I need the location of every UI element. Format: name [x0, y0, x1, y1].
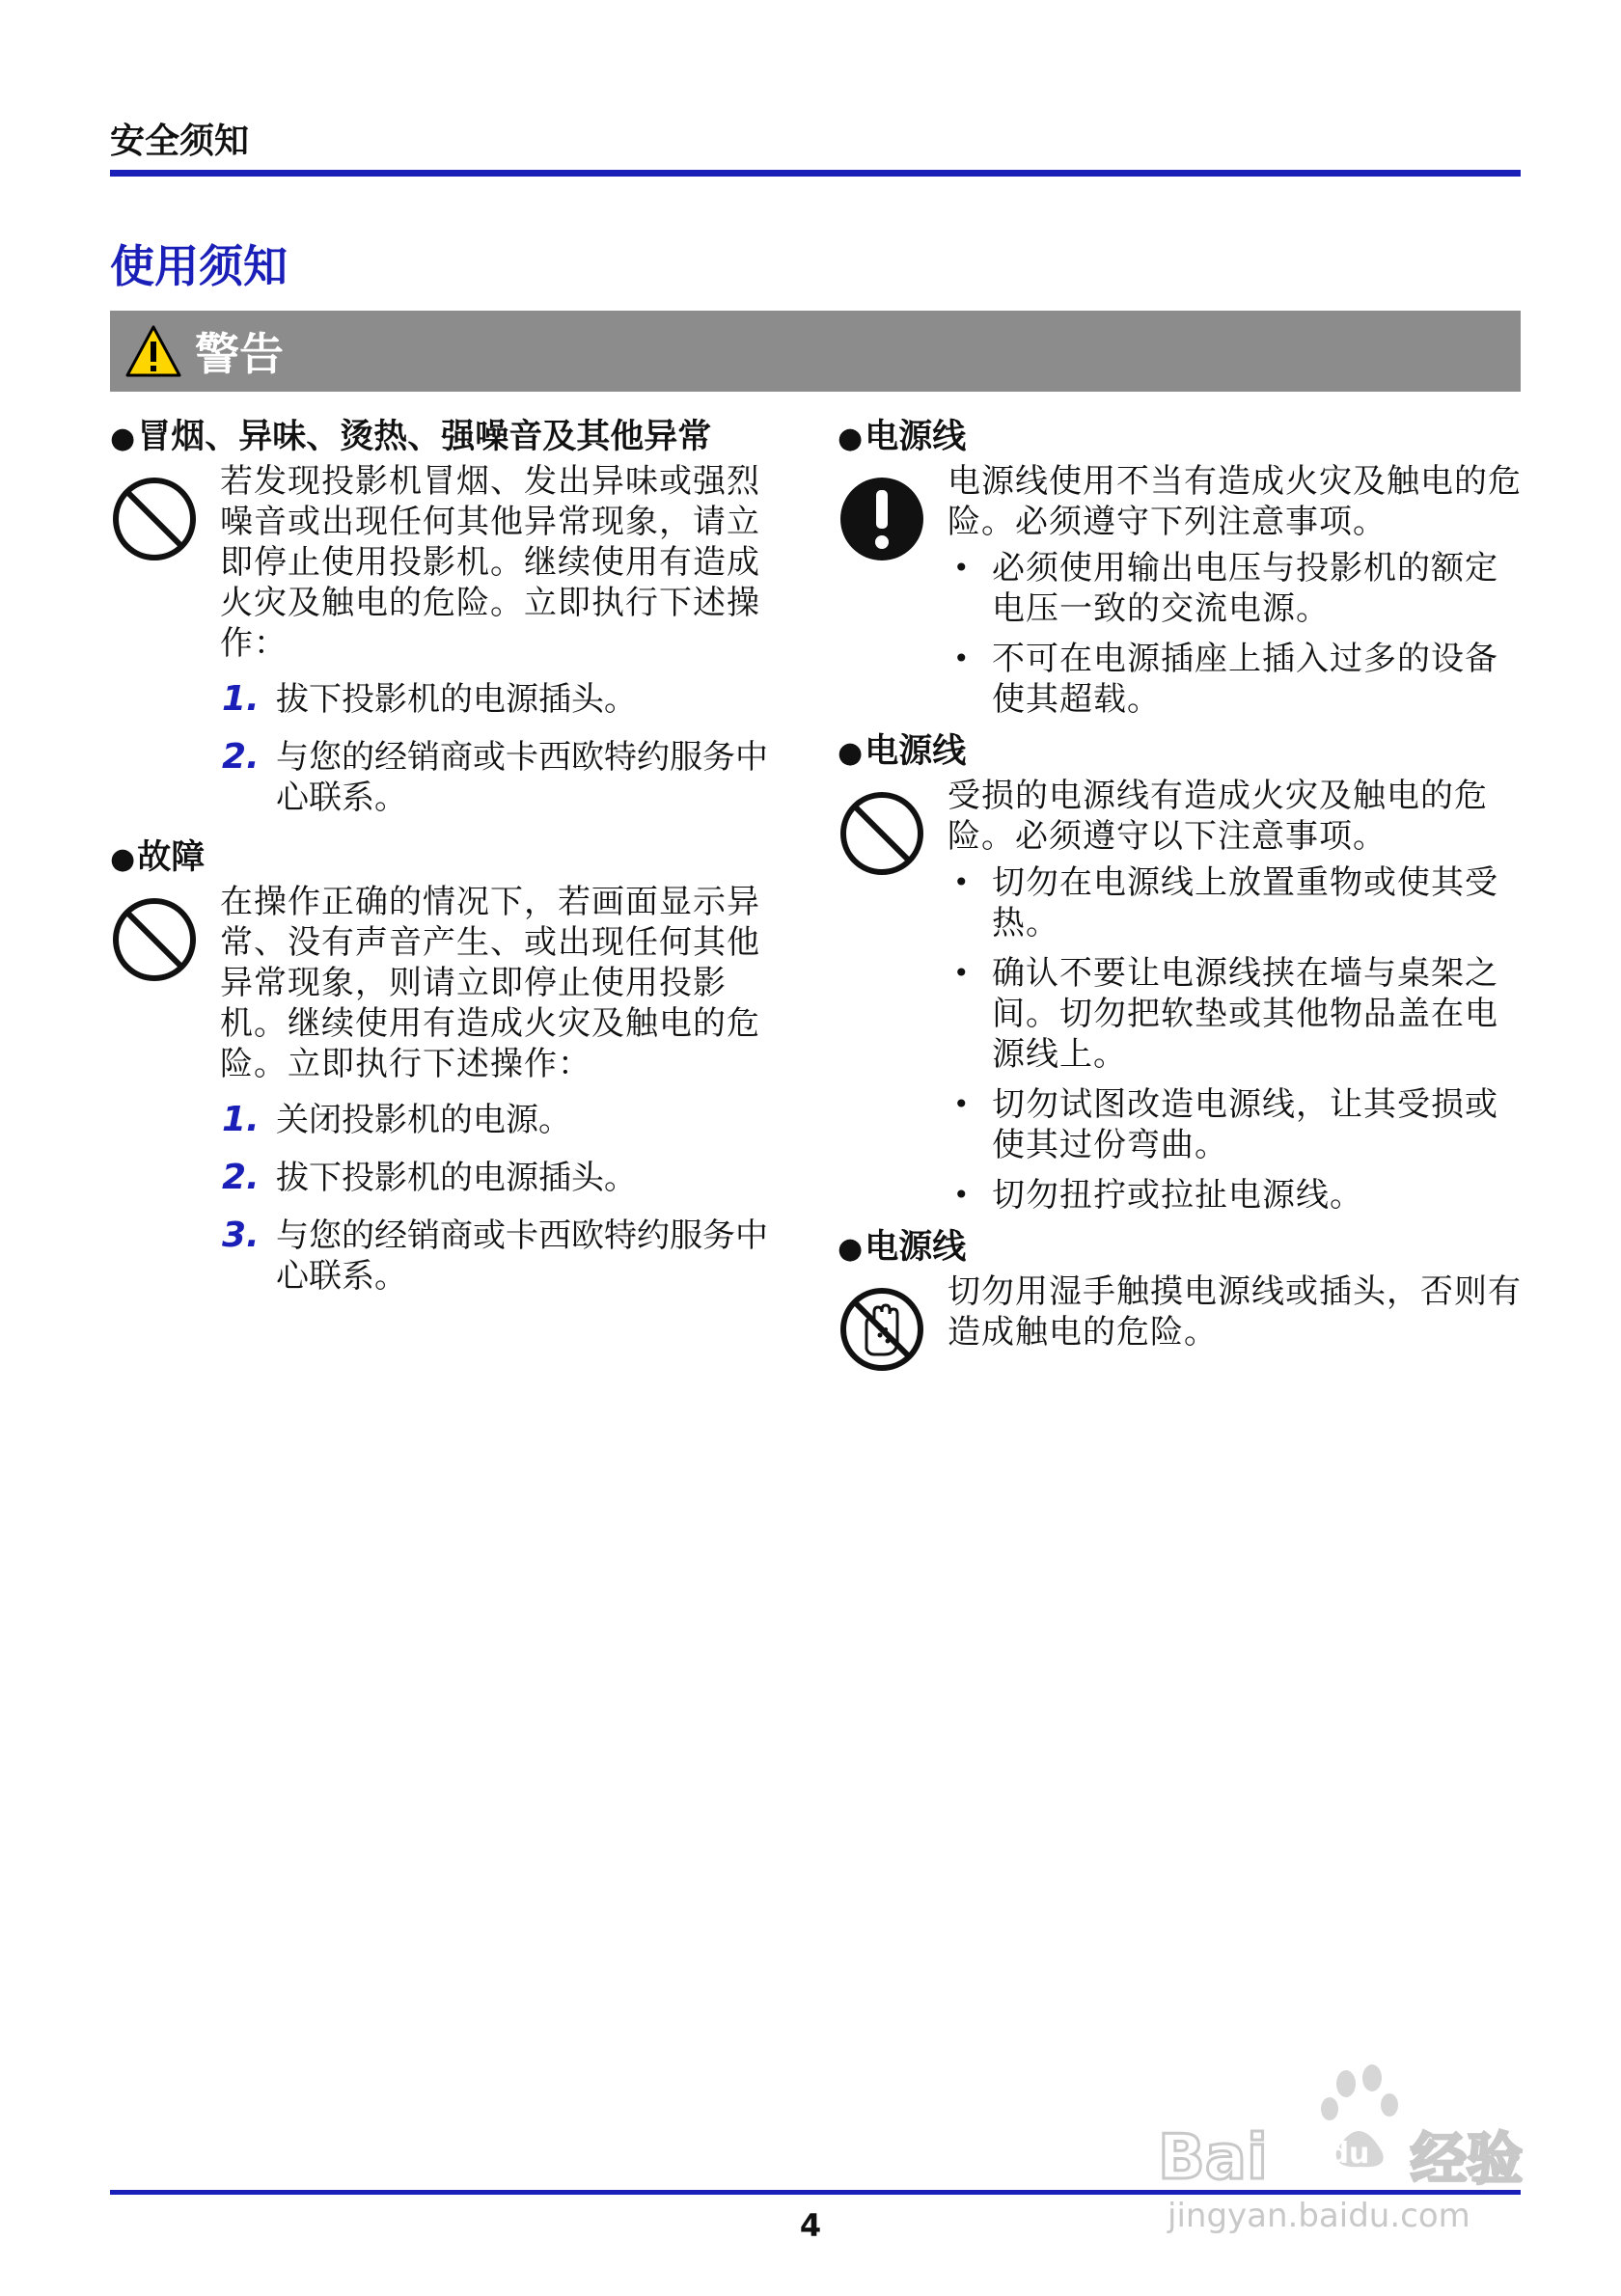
- notice-heading: ●电源线: [838, 417, 967, 456]
- notice-text: 受损的电源线有造成火灾及触电的危险。必须遵守以下注意事项。: [948, 777, 1488, 856]
- notice-text: 切勿用湿手触摸电源线或插头，否则有造成触电的危险。: [948, 1272, 1522, 1352]
- right-column: [838, 415, 1525, 1378]
- bullet-item: • 切勿扭拧或拉扯电源线。: [953, 1176, 1363, 1215]
- notice-text: 在操作正确的情况下，若画面显示异常、没有声音产生、或出现任何其他异常现象，则请立即停止使用投影机。继续使用有造成火灾及触电的危险。立即执行下述操作：: [220, 883, 760, 1083]
- watermark-url: jingyan.baidu.com: [1168, 2197, 1470, 2235]
- bullet-item: • 不可在电源插座上插入过多的设备使其超载。: [953, 640, 1498, 719]
- page-number: 4: [799, 2207, 822, 2244]
- header-rule: [110, 170, 1521, 177]
- step-item: 1. 关闭投影机的电源。: [222, 1100, 571, 1139]
- notice-text: 电源线使用不当有造成火灾及触电的危险。必须遵守下列注意事项。: [948, 462, 1522, 541]
- warning-banner: [110, 311, 1521, 392]
- bullet-item: • 切勿试图改造电源线，让其受损或使其过份弯曲。: [953, 1085, 1498, 1164]
- notice-item: [110, 835, 785, 1297]
- bullet-item: • 确认不要让电源线挟在墙与桌架之间。切勿把软垫或其他物品盖在电源线上。: [953, 954, 1498, 1074]
- notice-text: 若发现投影机冒烟、发出异味或强烈噪音或出现任何其他异常现象，请立即停止使用投影机。继续使用有造成火灾及触电的危险。立即执行下述操作：: [220, 462, 760, 663]
- notice-item: [838, 1225, 1525, 1378]
- step-item: 2. 拔下投影机的电源插头。: [222, 1158, 637, 1197]
- watermark-suffix: 经验: [1411, 2126, 1524, 2192]
- prohibition-icon: [110, 475, 199, 563]
- notice-item: [838, 729, 1525, 1216]
- baidu-watermark: [1148, 2055, 1534, 2248]
- section-title: 使用须知: [110, 240, 288, 292]
- warning-triangle-icon: [125, 324, 181, 378]
- bullet-item: • 切勿在电源线上放置重物或使其受热。: [953, 863, 1498, 943]
- page-header-title: 安全须知: [110, 121, 250, 161]
- watermark-brand: Bai: [1158, 2122, 1268, 2194]
- notice-heading: ●冒烟、异味、烫热、强噪音及其他异常: [110, 417, 712, 456]
- step-item: 1. 拔下投影机的电源插头。: [222, 679, 637, 719]
- notice-item: [110, 415, 785, 818]
- mandatory-exclamation-icon: [838, 475, 926, 563]
- step-item: 2. 与您的经销商或卡西欧特约服务中心联系。: [222, 737, 768, 817]
- notice-heading: ●电源线: [838, 731, 967, 771]
- left-column: [110, 415, 785, 1314]
- prohibition-icon: [838, 789, 926, 878]
- bullet-item: • 必须使用输出电压与投影机的额定电压一致的交流电源。: [953, 549, 1498, 628]
- notice-item: [838, 415, 1525, 720]
- no-wet-hands-icon: [838, 1285, 926, 1374]
- warning-label: 警告: [195, 328, 284, 380]
- prohibition-icon: [110, 895, 199, 984]
- watermark-brand2: du: [1328, 2137, 1370, 2171]
- notice-heading: ●电源线: [838, 1227, 967, 1267]
- notice-heading: ●故障: [110, 837, 206, 877]
- step-item: 3. 与您的经销商或卡西欧特约服务中心联系。: [222, 1216, 768, 1296]
